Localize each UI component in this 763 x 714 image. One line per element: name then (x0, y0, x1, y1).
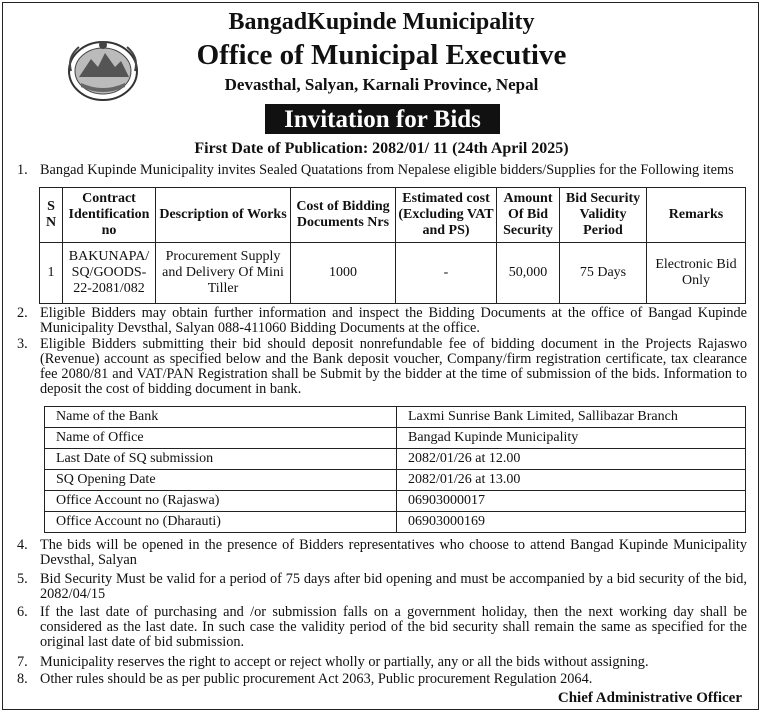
item-text: Eligible Bidders may obtain further information and inspect the Bidding Documents at the office of Bangad Kupinde Municipality Devsthal, Salyan 088-411060 Bidding Documents at the office. (40, 305, 747, 336)
bank-label: Office Account no (Dharauti) (45, 512, 397, 533)
list-item (17, 655, 747, 670)
item-text: Municipality reserves the right to accept or reject wholly or partially, any or all the bids without assigning. (40, 654, 649, 670)
bank-value: 06903000169 (397, 512, 746, 533)
notice-banner: Invitation for Bids (265, 104, 500, 134)
item-text: The bids will be opened in the presence of Bidders representatives who choose to attend Bangad Kupinde Municipality Devsthal, Salyan (40, 537, 747, 568)
list-item (17, 163, 747, 178)
office-title: Office of Municipal Executive (196, 39, 567, 71)
column-header: Cost of Bidding Documents Nrs (291, 188, 396, 243)
item-number: 6. (17, 604, 28, 620)
column-header: Remarks (647, 188, 746, 243)
item-number: 8. (17, 671, 28, 687)
column-header: Description of Works (156, 188, 291, 243)
notice-page (2, 2, 759, 710)
table-header-row (40, 188, 746, 243)
column-header: Bid Security Validity Period (560, 188, 647, 243)
item-number: 1. (17, 162, 28, 178)
item-text: Bid Security Must be valid for a period of 75 days after bid opening and must be accompanied by a bid security of the bid, 2082/04/15 (40, 571, 747, 602)
item-text: Eligible Bidders submitting their bid should deposit nonrefundable fee of bidding document in the Projects Rajaswo (Revenue) account as specified below and the Bank deposit voucher, Company/firm registration certificate, tax clearance fee 2080/81 and VAT/PAN Registration shall be Submit by the bidder at the time of submission of the bids. Information to deposit the cost of bidding document in bank. (40, 336, 747, 397)
item-text: Bangad Kupinde Municipality invites Sealed Quatations from Nepalese eligible bidders/Supplies for the Following items (40, 162, 734, 178)
column-header: Contract Identification no (63, 188, 156, 243)
column-header: Amount Of Bid Security (497, 188, 560, 243)
list-item (17, 572, 747, 602)
column-header: S N (40, 188, 63, 243)
bank-value: Laxmi Sunrise Bank Limited, Sallibazar Branch (397, 407, 746, 428)
bank-label: SQ Opening Date (45, 470, 397, 491)
table-cell: Procurement Supply and Delivery Of Mini Tiller (156, 243, 291, 304)
item-text: Other rules should be as per public procurement Act 2063, Public procurement Regulation 2064. (40, 671, 593, 687)
bank-value: Bangad Kupinde Municipality (397, 428, 746, 449)
item-text: If the last date of purchasing and /or submission falls on a government holiday, then the next working day shall be considered as the last date. In such case the validity period of the bid security shall remain the same as specified for the original last date of bid submission. (40, 604, 747, 650)
bank-label: Name of Office (45, 428, 397, 449)
table-cell: 1000 (291, 243, 396, 304)
item-number: 2. (17, 305, 28, 321)
list-item (17, 306, 747, 336)
item-number: 3. (17, 336, 28, 352)
table-row (45, 491, 746, 512)
bank-value: 06903000017 (397, 491, 746, 512)
table-row (45, 512, 746, 533)
publication-date: First Date of Publication: 2082/01/ 11 (24th April 2025) (194, 140, 569, 157)
bank-details-table (44, 406, 746, 533)
table-cell: 75 Days (560, 243, 647, 304)
table-row (45, 470, 746, 491)
list-item (17, 605, 747, 650)
table-cell: 50,000 (497, 243, 560, 304)
municipality-name: BangadKupinde Municipality (228, 9, 535, 35)
bank-label: Last Date of SQ submission (45, 449, 397, 470)
signature: Chief Administrative Officer (557, 690, 742, 706)
bank-label: Office Account no (Rajaswa) (45, 491, 397, 512)
table-cell: Electronic Bid Only (647, 243, 746, 304)
table-cell: BAKUNAPA/ SQ/GOODS-22-2081/082 (63, 243, 156, 304)
item-number: 5. (17, 571, 28, 587)
item-number: 7. (17, 654, 28, 670)
table-row (45, 407, 746, 428)
table-row (40, 243, 746, 304)
table-row (45, 428, 746, 449)
bank-value: 2082/01/26 at 12.00 (397, 449, 746, 470)
list-item (17, 538, 747, 568)
column-header: Estimated cost (Excluding VAT and PS) (396, 188, 497, 243)
list-item (17, 337, 747, 397)
item-number: 4. (17, 537, 28, 553)
bank-value: 2082/01/26 at 13.00 (397, 470, 746, 491)
list-item (17, 672, 747, 687)
bid-table (39, 187, 746, 304)
office-address: Devasthal, Salyan, Karnali Province, Nepal (224, 75, 539, 94)
table-row (45, 449, 746, 470)
table-cell: 1 (40, 243, 63, 304)
bank-label: Name of the Bank (45, 407, 397, 428)
table-cell: - (396, 243, 497, 304)
